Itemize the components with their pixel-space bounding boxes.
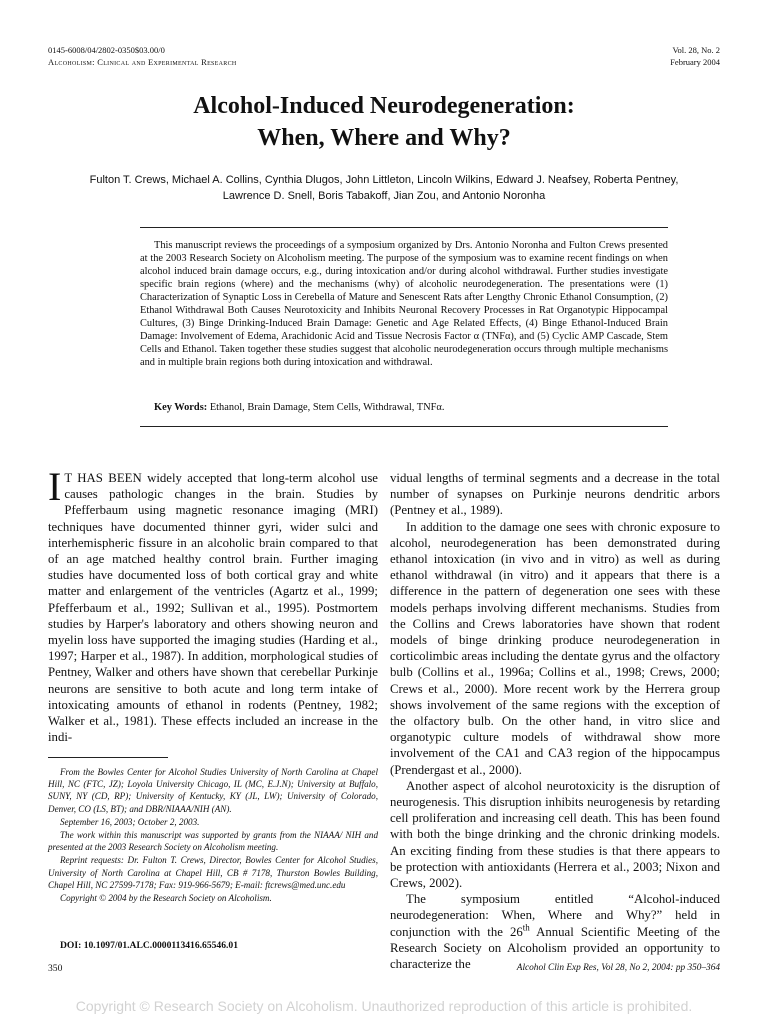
paragraph-text: T HAS BEEN widely accepted that long-term alcohol use causes pathologic changes in the brain. Studies by Pfefferbaum using magnetic resonance imaging (MRI) techniques have documented thinner gyri, wider sulci and interhemispheric fissure in an alcoholic brain compared to that of an age matched healthy control brain. Further imaging studies have documented loss of both cortical gray and white matter and enlargement of the ventricles (Agartz et al., 1999; Pfefferbaum et al., 1992; Sullivan et al., 1995). Postmortem studies by Harper's laboratory and others showing neuron and myelin loss have supported the imaging studies (Harding et al., 1997; Harper et al., 1987). In addition, morphological studies of Pentney, Walker and others have shown that cerebellar Purkinje neurons are sensitive to both acute and long term intake of intoxicating amounts of ethanol in rodents (Pentney, 1982; Walker et al., 1981). These effects included an increase in the indi- [48, 471, 378, 745]
issue-date: February 2004 [670, 57, 720, 67]
footnote-affiliations: From the Bowles Center for Alcohol Studies University of North Carolina at Chapel Hill, NC (FTC, JZ); Loyola University Chicago, IL (MC, E.J.N); University at Buffalo, SUNY, NY (CD, RP); University of Kentucky, KY (JL, LW); University of Colorado, Denver, CO (LS, BT); and DBR/NIAAA/NIH (AN). [48, 767, 378, 814]
issue-info [670, 44, 720, 68]
body-paragraph [390, 891, 720, 972]
issn-code: 0145-6008/04/2802-0350$03.00/0 [48, 45, 165, 55]
body-paragraph: In addition to the damage one sees with chronic exposure to alcohol, neurodegeneration has been demonstrated during ethanol intoxication (in vivo and in vitro) as well as during ethanol withdrawal (in vitro) and it appears that there is a difference in the pattern of degeneration one sees with these models perhaps involving different mechanisms. Studies from the Collins and Crews laboratories have shown that rodent models of binge drinking produce neurodegeneration in corticolimbic areas including the dentate gyrus and the olfactory bulb (Collins et al., 1996a; Collins et al., 1998; Crews, 2000; Crews et al., 2000). More recent work by the Herrera group shows involvement of the same regions with the exception of the olfactory bulb. On the other hand, in vitro slice and organotypic culture models of withdrawal show more involvement of the CA1 and CA3 region of the hippocampus (Prendergast et al., 2000). [390, 519, 720, 777]
abstract-top-rule [140, 227, 668, 228]
footnote-copyright: Copyright © 2004 by the Research Society on Alcoholism. [60, 893, 272, 904]
footnote-dates: September 16, 2003; October 2, 2003. [60, 816, 200, 827]
body-column-left [48, 464, 378, 745]
footnote-rule [48, 757, 168, 758]
copyright-watermark: Copyright © Research Society on Alcoholism. Unauthorized reproduction of this article is prohibited. [75, 998, 693, 1014]
body-paragraph [48, 464, 378, 745]
footnote-support: The work within this manuscript was supported by grants from the NIAAA/ NIH and presented at the 2003 Research Society on Alcoholism meeting. [48, 830, 378, 853]
keywords [154, 401, 444, 414]
journal-header [48, 44, 237, 68]
authors-line-1: Fulton T. Crews, Michael A. Collins, Cynthia Dlugos, John Littleton, Lincoln Wilkins, Edward J. Neafsey, Roberta Pentney, [89, 174, 679, 186]
doi: DOI: 10.1097/01.ALC.0000113416.65546.01 [60, 940, 239, 951]
body-paragraph: Another aspect of alcohol neurotoxicity is the disruption of neurogenesis. This disruption inhibits neurogenesis by retarding cell proliferation and increasing cell death. This has been found with both the binge drinking and the chronic drinking models. An exciting finding from these studies is that there appears to be protection with antioxidants (Herrera et al., 2003; Nixon and Crews, 2002). [390, 778, 720, 891]
body-column-right [390, 470, 720, 972]
keywords-label: Key Words: [154, 402, 208, 413]
drop-cap: I [48, 464, 62, 509]
footnote-reprints: Reprint requests: Dr. Fulton T. Crews, Director, Bowles Center for Alcohol Studies, University of North Carolina at Chapel Hill, CB # 7178, Thurston Bowles Building, Chapel Hill, NC 27599-7178; Fax: 919-966-5679; E-mail: ftcrews@med.unc.edu [48, 855, 378, 890]
volume-number: Vol. 28, No. 2 [672, 45, 720, 55]
title-line-2: When, Where and Why? [257, 125, 511, 151]
author-list [50, 172, 718, 204]
footer-citation: Alcohol Clin Exp Res, Vol 28, No 2, 2004: pp 350–364 [516, 963, 720, 973]
abstract-text: This manuscript reviews the proceedings of a symposium organized by Drs. Antonio Noronha and Fulton Crews presented at the 2003 Research Society on Alcoholism meeting. The purpose of the symposium was to examine recent findings on when alcohol induced brain damage occurs, e.g., during intoxication and/or during alcohol withdrawal. Further studies investigate specific brain regions (where) and the mechanisms (why) of alcoholic neurodegeneration. The presentations were (1) Characterization of Synaptic Loss in Cerebella of Mature and Senescent Rats after Lengthy Chronic Ethanol Consumption, (2) Ethanol Withdrawal Both Causes Neurotoxicity and Inhibits Neuronal Recovery Processes in Rat Organotypic Hippocampal Cultures, (3) Binge Drinking-Induced Brain Damage: Genetic and Age Related Effects, (4) Binge Ethanol-Induced Brain Damage: Involvement of Edema, Arachidonic Acid and Tissue Necrosis Factor α (TNFα), and (5) Cyclic AMP Cascade, Stem Cells and Ethanol. Taken together these studies suggest that alcoholic neurodegeneration occurs through multiple mechanisms and in multiple brain regions both during intoxication and withdrawal. [140, 240, 668, 368]
paragraph-text: Annual Scientific Meeting of the Research Society on Alcoholism provided an opportunity to characterize the [390, 924, 720, 972]
page-number: 350 [48, 963, 63, 974]
keywords-list: Ethanol, Brain Damage, Stem Cells, Withdrawal, TNFα. [209, 402, 445, 413]
body-paragraph: vidual lengths of terminal segments and a decrease in the total number of synapses on Purkinje neurons dendritic arbors (Pentney et al., 1989). [390, 471, 720, 518]
authors-line-2: Lawrence D. Snell, Boris Tabakoff, Jian Zou, and Antonio Noronha [222, 190, 546, 202]
ordinal-superscript: th [522, 922, 530, 933]
article-title [0, 90, 768, 154]
title-line-1: Alcohol-Induced Neurodegeneration: [193, 93, 575, 119]
journal-name: Alcoholism: Clinical and Experimental Research [48, 57, 237, 67]
footnotes [48, 766, 378, 905]
abstract-bottom-rule [140, 426, 668, 427]
paragraph-text: The symposium entitled “Alcohol-induced neurodegeneration: When, Where and Why?” held in conjunction with the 26 [390, 892, 720, 939]
